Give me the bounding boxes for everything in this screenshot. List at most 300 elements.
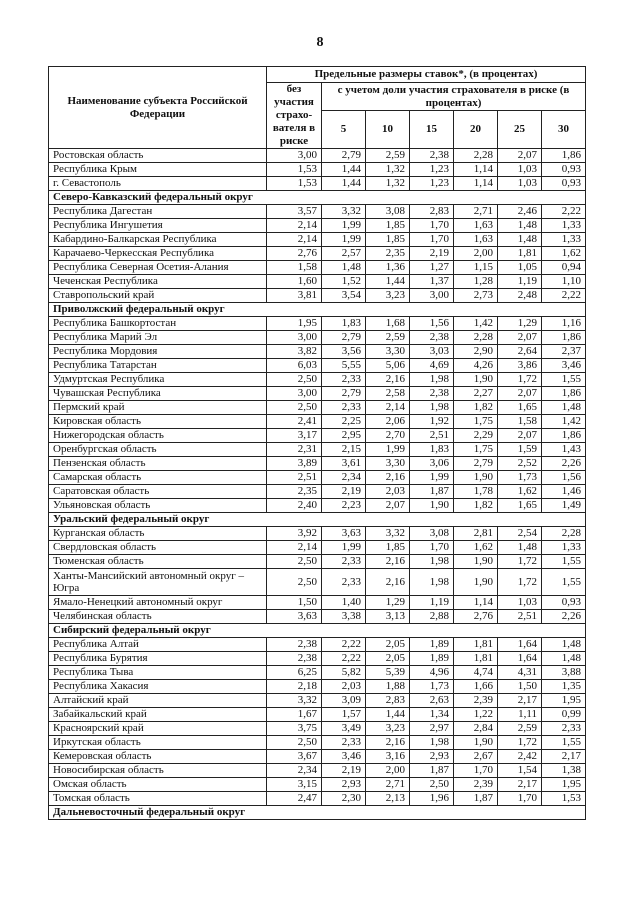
rate-share-10: 2,13	[366, 792, 410, 806]
subject-column-header: Наименование субъекта Российской Федерации	[49, 67, 267, 149]
rate-share-25: 1,03	[498, 177, 542, 191]
rate-share-15: 1,98	[410, 569, 454, 596]
rate-share-5: 2,79	[322, 331, 366, 345]
table-row	[49, 471, 586, 485]
rate-no-participation: 3,00	[267, 387, 322, 401]
rate-share-25: 1,50	[498, 680, 542, 694]
district-name: Дальневосточный федеральный округ	[49, 806, 586, 820]
rate-share-15: 1,90	[410, 499, 454, 513]
rate-share-30: 1,55	[542, 736, 586, 750]
rate-share-10: 2,59	[366, 149, 410, 163]
table-row	[49, 443, 586, 457]
subject-name: Республика Крым	[49, 163, 267, 177]
rate-share-30: 0,93	[542, 596, 586, 610]
rate-share-10: 1,44	[366, 275, 410, 289]
table-row	[49, 219, 586, 233]
rate-share-30: 1,33	[542, 233, 586, 247]
rate-share-5: 2,30	[322, 792, 366, 806]
subject-name: Пермский край	[49, 401, 267, 415]
rate-share-10: 2,59	[366, 331, 410, 345]
rate-share-30: 1,86	[542, 149, 586, 163]
subject-name: Республика Алтай	[49, 638, 267, 652]
rate-share-20: 2,79	[454, 457, 498, 471]
rate-share-20: 4,26	[454, 359, 498, 373]
rate-share-20: 1,66	[454, 680, 498, 694]
rate-share-15: 3,06	[410, 457, 454, 471]
table-row	[49, 638, 586, 652]
rate-share-5: 2,22	[322, 638, 366, 652]
rate-share-5: 2,15	[322, 443, 366, 457]
rate-share-20: 4,74	[454, 666, 498, 680]
rate-share-25: 1,73	[498, 471, 542, 485]
rate-share-25: 1,59	[498, 443, 542, 457]
subject-name: Ханты-Мансийский автономный округ – Югра	[49, 569, 267, 596]
rate-share-10: 1,44	[366, 708, 410, 722]
rate-share-15: 2,51	[410, 429, 454, 443]
district-name: Северо-Кавказский федеральный округ	[49, 191, 586, 205]
rate-share-15: 1,87	[410, 764, 454, 778]
subject-name: Республика Марий Эл	[49, 331, 267, 345]
rate-share-25: 1,03	[498, 596, 542, 610]
rate-share-25: 1,70	[498, 792, 542, 806]
rate-share-30: 2,37	[542, 345, 586, 359]
table-row	[49, 233, 586, 247]
table-row	[49, 736, 586, 750]
rate-share-15: 1,34	[410, 708, 454, 722]
rate-share-15: 1,92	[410, 415, 454, 429]
subject-name: Республика Северная Осетия-Алания	[49, 261, 267, 275]
rate-share-25: 1,54	[498, 764, 542, 778]
rate-share-25: 2,48	[498, 289, 542, 303]
rate-no-participation: 3,92	[267, 527, 322, 541]
district-row	[49, 513, 586, 527]
subject-name: Тюменская область	[49, 555, 267, 569]
subject-name: Республика Дагестан	[49, 205, 267, 219]
rate-share-30: 0,94	[542, 261, 586, 275]
table-row	[49, 345, 586, 359]
rate-no-participation: 3,32	[267, 694, 322, 708]
subject-name: Республика Хакасия	[49, 680, 267, 694]
with-share-header: с учетом доли участия страхователя в риске (в процентах)	[322, 83, 586, 111]
rate-share-5: 2,79	[322, 149, 366, 163]
table-row	[49, 401, 586, 415]
rate-no-participation: 6,25	[267, 666, 322, 680]
table-row	[49, 778, 586, 792]
rate-no-participation: 2,50	[267, 569, 322, 596]
rate-share-5: 2,19	[322, 764, 366, 778]
rate-share-15: 2,50	[410, 778, 454, 792]
rate-share-20: 1,90	[454, 736, 498, 750]
rate-share-10: 2,16	[366, 736, 410, 750]
rate-share-30: 2,26	[542, 457, 586, 471]
rate-share-25: 1,05	[498, 261, 542, 275]
rate-share-15: 1,23	[410, 163, 454, 177]
rate-no-participation: 2,35	[267, 485, 322, 499]
subject-name: Республика Мордовия	[49, 345, 267, 359]
rate-share-10: 2,07	[366, 499, 410, 513]
rate-share-25: 4,31	[498, 666, 542, 680]
rate-share-25: 2,51	[498, 610, 542, 624]
rate-share-10: 2,05	[366, 652, 410, 666]
table-row	[49, 708, 586, 722]
rate-share-10: 1,32	[366, 163, 410, 177]
rate-no-participation: 2,47	[267, 792, 322, 806]
rate-share-20: 2,67	[454, 750, 498, 764]
rate-share-5: 5,82	[322, 666, 366, 680]
rate-share-20: 2,76	[454, 610, 498, 624]
rate-share-10: 3,23	[366, 722, 410, 736]
rate-share-5: 2,33	[322, 401, 366, 415]
rate-share-25: 1,48	[498, 219, 542, 233]
rate-share-10: 5,06	[366, 359, 410, 373]
rate-share-25: 1,58	[498, 415, 542, 429]
rate-share-25: 1,72	[498, 373, 542, 387]
table-row	[49, 429, 586, 443]
rate-share-10: 2,00	[366, 764, 410, 778]
rate-share-20: 1,70	[454, 764, 498, 778]
rate-share-15: 2,38	[410, 331, 454, 345]
rate-share-30: 1,35	[542, 680, 586, 694]
rate-share-15: 3,00	[410, 289, 454, 303]
rate-no-participation: 3,57	[267, 205, 322, 219]
share-30-header: 30	[542, 111, 586, 149]
subject-name: г. Севастополь	[49, 177, 267, 191]
table-row	[49, 596, 586, 610]
rate-share-30: 1,33	[542, 541, 586, 555]
rate-no-participation: 2,38	[267, 638, 322, 652]
subject-name: Удмуртская Республика	[49, 373, 267, 387]
table-row	[49, 666, 586, 680]
rate-share-20: 2,73	[454, 289, 498, 303]
rate-share-30: 2,26	[542, 610, 586, 624]
rate-share-15: 2,19	[410, 247, 454, 261]
rate-share-10: 5,39	[366, 666, 410, 680]
rate-share-10: 1,68	[366, 317, 410, 331]
subject-name: Алтайский край	[49, 694, 267, 708]
rate-share-30: 1,86	[542, 429, 586, 443]
rate-share-30: 1,48	[542, 652, 586, 666]
rate-share-5: 2,33	[322, 736, 366, 750]
rate-share-30: 2,28	[542, 527, 586, 541]
rate-share-10: 1,85	[366, 233, 410, 247]
rate-share-15: 2,88	[410, 610, 454, 624]
rate-share-30: 0,93	[542, 163, 586, 177]
rate-share-10: 3,30	[366, 345, 410, 359]
rate-share-10: 2,71	[366, 778, 410, 792]
rate-share-15: 1,37	[410, 275, 454, 289]
subject-name: Ростовская область	[49, 149, 267, 163]
rate-share-5: 1,44	[322, 163, 366, 177]
rate-share-10: 2,16	[366, 569, 410, 596]
rate-share-5: 1,99	[322, 233, 366, 247]
rate-no-participation: 1,58	[267, 261, 322, 275]
rate-share-20: 1,14	[454, 177, 498, 191]
rate-share-5: 2,33	[322, 569, 366, 596]
rate-no-participation: 2,41	[267, 415, 322, 429]
rate-share-25: 1,48	[498, 541, 542, 555]
rate-share-5: 3,38	[322, 610, 366, 624]
rate-share-10: 1,85	[366, 541, 410, 555]
rate-share-20: 1,81	[454, 638, 498, 652]
rate-no-participation: 2,76	[267, 247, 322, 261]
rate-share-10: 1,85	[366, 219, 410, 233]
rate-share-5: 3,09	[322, 694, 366, 708]
rate-share-15: 1,98	[410, 736, 454, 750]
rate-share-20: 1,63	[454, 233, 498, 247]
rate-share-15: 1,98	[410, 401, 454, 415]
district-row	[49, 191, 586, 205]
rate-share-25: 1,64	[498, 638, 542, 652]
rate-no-participation: 1,60	[267, 275, 322, 289]
subject-name: Свердловская область	[49, 541, 267, 555]
rate-share-25: 2,59	[498, 722, 542, 736]
rate-share-25: 1,48	[498, 233, 542, 247]
subject-name: Республика Тыва	[49, 666, 267, 680]
rate-share-20: 1,14	[454, 596, 498, 610]
rate-share-20: 2,71	[454, 205, 498, 219]
table-row	[49, 527, 586, 541]
rate-share-20: 1,42	[454, 317, 498, 331]
rate-share-25: 2,07	[498, 387, 542, 401]
rate-share-20: 1,15	[454, 261, 498, 275]
rate-share-10: 1,36	[366, 261, 410, 275]
rate-share-30: 2,22	[542, 205, 586, 219]
subject-name: Чеченская Республика	[49, 275, 267, 289]
table-row	[49, 359, 586, 373]
rate-share-25: 2,54	[498, 527, 542, 541]
subject-name: Пензенская область	[49, 457, 267, 471]
rate-share-15: 4,96	[410, 666, 454, 680]
subject-name: Томская область	[49, 792, 267, 806]
rate-share-10: 2,06	[366, 415, 410, 429]
rate-share-20: 1,90	[454, 569, 498, 596]
rate-share-5: 2,22	[322, 652, 366, 666]
table-row	[49, 499, 586, 513]
table-row	[49, 261, 586, 275]
rate-share-5: 5,55	[322, 359, 366, 373]
rate-no-participation: 2,14	[267, 233, 322, 247]
table-row	[49, 289, 586, 303]
rate-share-5: 2,23	[322, 499, 366, 513]
rate-share-10: 2,16	[366, 471, 410, 485]
rate-share-15: 1,73	[410, 680, 454, 694]
rate-share-25: 1,65	[498, 499, 542, 513]
table-header	[49, 67, 586, 149]
rate-share-30: 2,17	[542, 750, 586, 764]
rate-share-20: 2,84	[454, 722, 498, 736]
rate-share-30: 3,46	[542, 359, 586, 373]
rate-share-20: 1,28	[454, 275, 498, 289]
rate-share-15: 1,89	[410, 652, 454, 666]
share-20-header: 20	[454, 111, 498, 149]
rate-no-participation: 3,67	[267, 750, 322, 764]
subject-name: Кемеровская область	[49, 750, 267, 764]
rate-share-20: 1,63	[454, 219, 498, 233]
rate-share-20: 1,22	[454, 708, 498, 722]
rate-share-10: 1,29	[366, 596, 410, 610]
share-10-header: 10	[366, 111, 410, 149]
subject-name: Республика Башкортостан	[49, 317, 267, 331]
rate-share-15: 4,69	[410, 359, 454, 373]
rate-share-25: 3,86	[498, 359, 542, 373]
rate-share-5: 3,63	[322, 527, 366, 541]
rate-share-5: 2,19	[322, 485, 366, 499]
rate-share-15: 3,03	[410, 345, 454, 359]
subject-name: Республика Бурятия	[49, 652, 267, 666]
rate-share-20: 1,14	[454, 163, 498, 177]
rate-share-20: 1,90	[454, 471, 498, 485]
rate-share-10: 2,58	[366, 387, 410, 401]
rate-share-20: 2,28	[454, 331, 498, 345]
rate-share-30: 1,48	[542, 401, 586, 415]
subject-name: Челябинская область	[49, 610, 267, 624]
rate-share-5: 2,33	[322, 555, 366, 569]
rate-share-20: 2,27	[454, 387, 498, 401]
table-row	[49, 163, 586, 177]
rate-share-30: 1,95	[542, 694, 586, 708]
rate-share-20: 2,28	[454, 149, 498, 163]
subject-name: Омская область	[49, 778, 267, 792]
rate-no-participation: 3,81	[267, 289, 322, 303]
subject-name: Иркутская область	[49, 736, 267, 750]
rate-share-25: 2,42	[498, 750, 542, 764]
rate-share-30: 1,86	[542, 331, 586, 345]
rate-share-20: 2,29	[454, 429, 498, 443]
rate-share-25: 1,81	[498, 247, 542, 261]
rate-share-20: 1,82	[454, 401, 498, 415]
share-15-header: 15	[410, 111, 454, 149]
rate-share-30: 0,93	[542, 177, 586, 191]
district-row	[49, 624, 586, 638]
rate-share-25: 1,19	[498, 275, 542, 289]
rate-share-20: 2,90	[454, 345, 498, 359]
rate-share-25: 1,03	[498, 163, 542, 177]
rate-share-5: 2,03	[322, 680, 366, 694]
table-row	[49, 275, 586, 289]
rate-no-participation: 1,50	[267, 596, 322, 610]
rate-no-participation: 3,15	[267, 778, 322, 792]
rates-group-header: Предельные размеры ставок*, (в процентах)	[267, 67, 586, 83]
rate-share-25: 2,64	[498, 345, 542, 359]
rate-no-participation: 2,51	[267, 471, 322, 485]
rate-share-10: 2,14	[366, 401, 410, 415]
rate-share-10: 2,03	[366, 485, 410, 499]
rate-no-participation: 2,50	[267, 373, 322, 387]
subject-name: Саратовская область	[49, 485, 267, 499]
district-row	[49, 303, 586, 317]
rate-share-30: 1,62	[542, 247, 586, 261]
rate-share-20: 1,81	[454, 652, 498, 666]
rate-share-5: 2,34	[322, 471, 366, 485]
rate-no-participation: 2,14	[267, 219, 322, 233]
rate-share-5: 1,83	[322, 317, 366, 331]
subject-name: Нижегородская область	[49, 429, 267, 443]
rate-share-15: 2,38	[410, 387, 454, 401]
rate-share-5: 1,57	[322, 708, 366, 722]
table-row	[49, 177, 586, 191]
rate-share-30: 1,43	[542, 443, 586, 457]
rate-share-5: 1,52	[322, 275, 366, 289]
rate-no-participation: 3,00	[267, 149, 322, 163]
rate-share-15: 2,83	[410, 205, 454, 219]
rate-share-30: 1,38	[542, 764, 586, 778]
district-name: Приволжский федеральный округ	[49, 303, 586, 317]
subject-name: Ямало-Ненецкий автономный округ	[49, 596, 267, 610]
rate-share-15: 1,83	[410, 443, 454, 457]
rate-share-20: 1,82	[454, 499, 498, 513]
rate-share-25: 2,17	[498, 694, 542, 708]
table-row	[49, 792, 586, 806]
rate-share-5: 3,46	[322, 750, 366, 764]
table-row	[49, 485, 586, 499]
table-row	[49, 555, 586, 569]
rates-table	[48, 66, 586, 820]
share-25-header: 25	[498, 111, 542, 149]
rate-share-30: 1,33	[542, 219, 586, 233]
rate-share-10: 1,88	[366, 680, 410, 694]
rate-share-25: 2,07	[498, 429, 542, 443]
rate-share-15: 1,98	[410, 373, 454, 387]
rate-share-25: 1,11	[498, 708, 542, 722]
rate-share-10: 3,16	[366, 750, 410, 764]
rate-no-participation: 2,50	[267, 736, 322, 750]
rate-share-30: 1,56	[542, 471, 586, 485]
rate-share-5: 2,57	[322, 247, 366, 261]
rate-no-participation: 2,18	[267, 680, 322, 694]
rate-no-participation: 2,50	[267, 401, 322, 415]
rate-share-30: 1,42	[542, 415, 586, 429]
rate-share-10: 3,23	[366, 289, 410, 303]
subject-name: Курганская область	[49, 527, 267, 541]
table-row	[49, 750, 586, 764]
rate-share-25: 1,72	[498, 555, 542, 569]
rate-no-participation: 3,63	[267, 610, 322, 624]
rate-share-15: 2,97	[410, 722, 454, 736]
subject-name: Новосибирская область	[49, 764, 267, 778]
rate-share-30: 1,10	[542, 275, 586, 289]
table-row	[49, 541, 586, 555]
rate-share-15: 2,38	[410, 149, 454, 163]
rate-share-15: 1,19	[410, 596, 454, 610]
rate-share-20: 2,39	[454, 694, 498, 708]
table-row	[49, 457, 586, 471]
rate-share-10: 3,08	[366, 205, 410, 219]
rate-share-5: 3,61	[322, 457, 366, 471]
rate-share-25: 1,29	[498, 317, 542, 331]
rate-share-25: 1,64	[498, 652, 542, 666]
rate-share-15: 1,89	[410, 638, 454, 652]
rate-share-20: 1,78	[454, 485, 498, 499]
rate-share-30: 1,55	[542, 555, 586, 569]
subject-name: Забайкальский край	[49, 708, 267, 722]
rate-share-5: 1,99	[322, 219, 366, 233]
rate-share-25: 2,07	[498, 149, 542, 163]
rate-share-30: 3,88	[542, 666, 586, 680]
subject-name: Красноярский край	[49, 722, 267, 736]
rate-share-30: 1,95	[542, 778, 586, 792]
rate-no-participation: 1,53	[267, 177, 322, 191]
table-body	[49, 149, 586, 820]
rate-share-10: 3,13	[366, 610, 410, 624]
rate-share-20: 2,39	[454, 778, 498, 792]
subject-name: Самарская область	[49, 471, 267, 485]
rate-share-25: 1,62	[498, 485, 542, 499]
district-name: Уральский федеральный округ	[49, 513, 586, 527]
table-row	[49, 610, 586, 624]
rate-share-15: 1,70	[410, 219, 454, 233]
rate-share-5: 1,48	[322, 261, 366, 275]
rate-share-30: 1,16	[542, 317, 586, 331]
